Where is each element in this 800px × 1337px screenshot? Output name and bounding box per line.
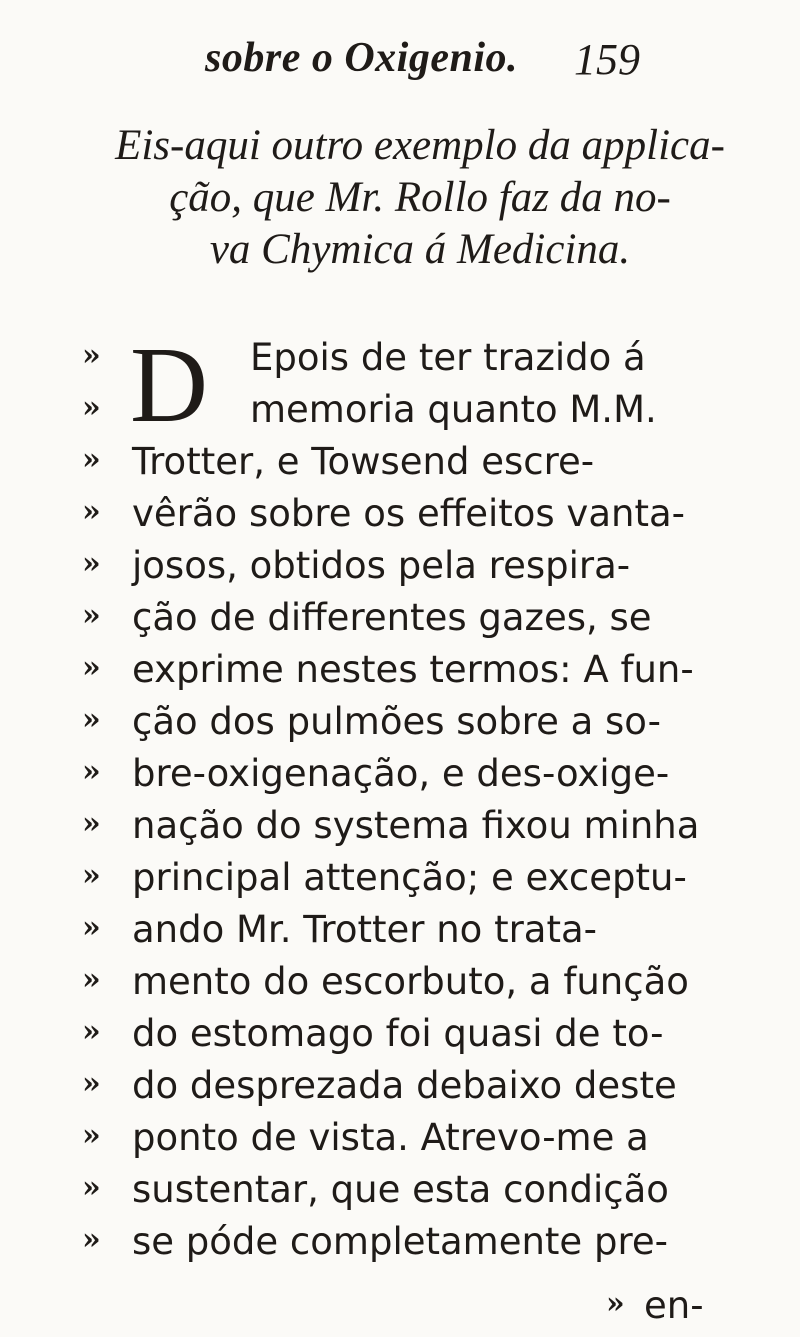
quote-mark: » <box>82 598 101 633</box>
text-line <box>0 960 800 1012</box>
quote-mark: » <box>82 1170 101 1205</box>
line-text: josos, obtidos pela respira- <box>132 544 631 587</box>
line-text: ando Mr. Trotter no trata- <box>132 908 597 951</box>
text-line <box>0 492 800 544</box>
running-title: sobre o Oxigenio. <box>205 35 518 81</box>
text-line <box>0 1168 800 1220</box>
running-head <box>0 28 800 88</box>
quote-mark: » <box>82 754 101 789</box>
text-line <box>0 1012 800 1064</box>
text-line <box>0 700 800 752</box>
quote-mark: » <box>82 338 101 373</box>
line-text: exprime nestes termos: A fun- <box>132 648 694 691</box>
quote-mark: » <box>82 1014 101 1049</box>
page-number: 159 <box>574 35 640 84</box>
quote-mark: » <box>606 1286 625 1321</box>
heading-line: Eis-aqui outro exemplo da applica- <box>115 122 725 169</box>
line-text: do desprezada debaixo deste <box>132 1064 677 1107</box>
text-line <box>0 752 800 804</box>
text-line <box>0 648 800 700</box>
quote-mark: » <box>82 650 101 685</box>
quote-mark: » <box>82 1066 101 1101</box>
quote-mark: » <box>82 962 101 997</box>
line-text: Trotter, e Towsend escre- <box>132 440 595 483</box>
line-text: nação do systema fixou minha <box>132 804 700 847</box>
quote-mark: » <box>82 442 101 477</box>
quote-mark: » <box>82 494 101 529</box>
text-line <box>0 544 800 596</box>
line-text: vêrão sobre os effeitos vanta- <box>132 492 685 535</box>
catchword: en- <box>644 1284 704 1327</box>
quote-mark: » <box>82 702 101 737</box>
section-heading <box>100 120 740 276</box>
text-line <box>0 336 800 388</box>
quote-mark: » <box>82 1222 101 1257</box>
line-text: ção de differentes gazes, se <box>132 596 652 639</box>
quote-mark: » <box>82 546 101 581</box>
text-line <box>0 856 800 908</box>
quote-mark: » <box>82 858 101 893</box>
text-line <box>0 596 800 648</box>
line-text: sustentar, que esta condição <box>132 1168 669 1211</box>
catchword-line <box>0 1284 800 1336</box>
quote-mark: » <box>82 910 101 945</box>
line-text: mento do escorbuto, a função <box>132 960 689 1003</box>
drop-cap: D <box>130 326 208 445</box>
heading-line: va Chymica á Medicina. <box>209 226 631 273</box>
line-text: Epois de ter trazido á <box>250 336 646 379</box>
line-text: se póde completamente pre- <box>132 1220 668 1263</box>
heading-line: ção, que Mr. Rollo faz da no- <box>169 174 671 221</box>
text-line <box>0 908 800 960</box>
text-line <box>0 388 800 440</box>
quote-mark: » <box>82 1118 101 1153</box>
text-line <box>0 1116 800 1168</box>
line-text: ponto de vista. Atrevo-me a <box>132 1116 649 1159</box>
text-line <box>0 804 800 856</box>
line-text: do estomago foi quasi de to- <box>132 1012 664 1055</box>
line-text: bre-oxigenação, e des-oxige- <box>132 752 670 795</box>
line-text: principal attenção; e exceptu- <box>132 856 687 899</box>
text-line <box>0 440 800 492</box>
quote-mark: » <box>82 806 101 841</box>
line-text: ção dos pulmões sobre a so- <box>132 700 661 743</box>
text-line <box>0 1064 800 1116</box>
quote-mark: » <box>82 390 101 425</box>
text-line <box>0 1220 800 1272</box>
line-text: memoria quanto M.M. <box>250 388 657 431</box>
